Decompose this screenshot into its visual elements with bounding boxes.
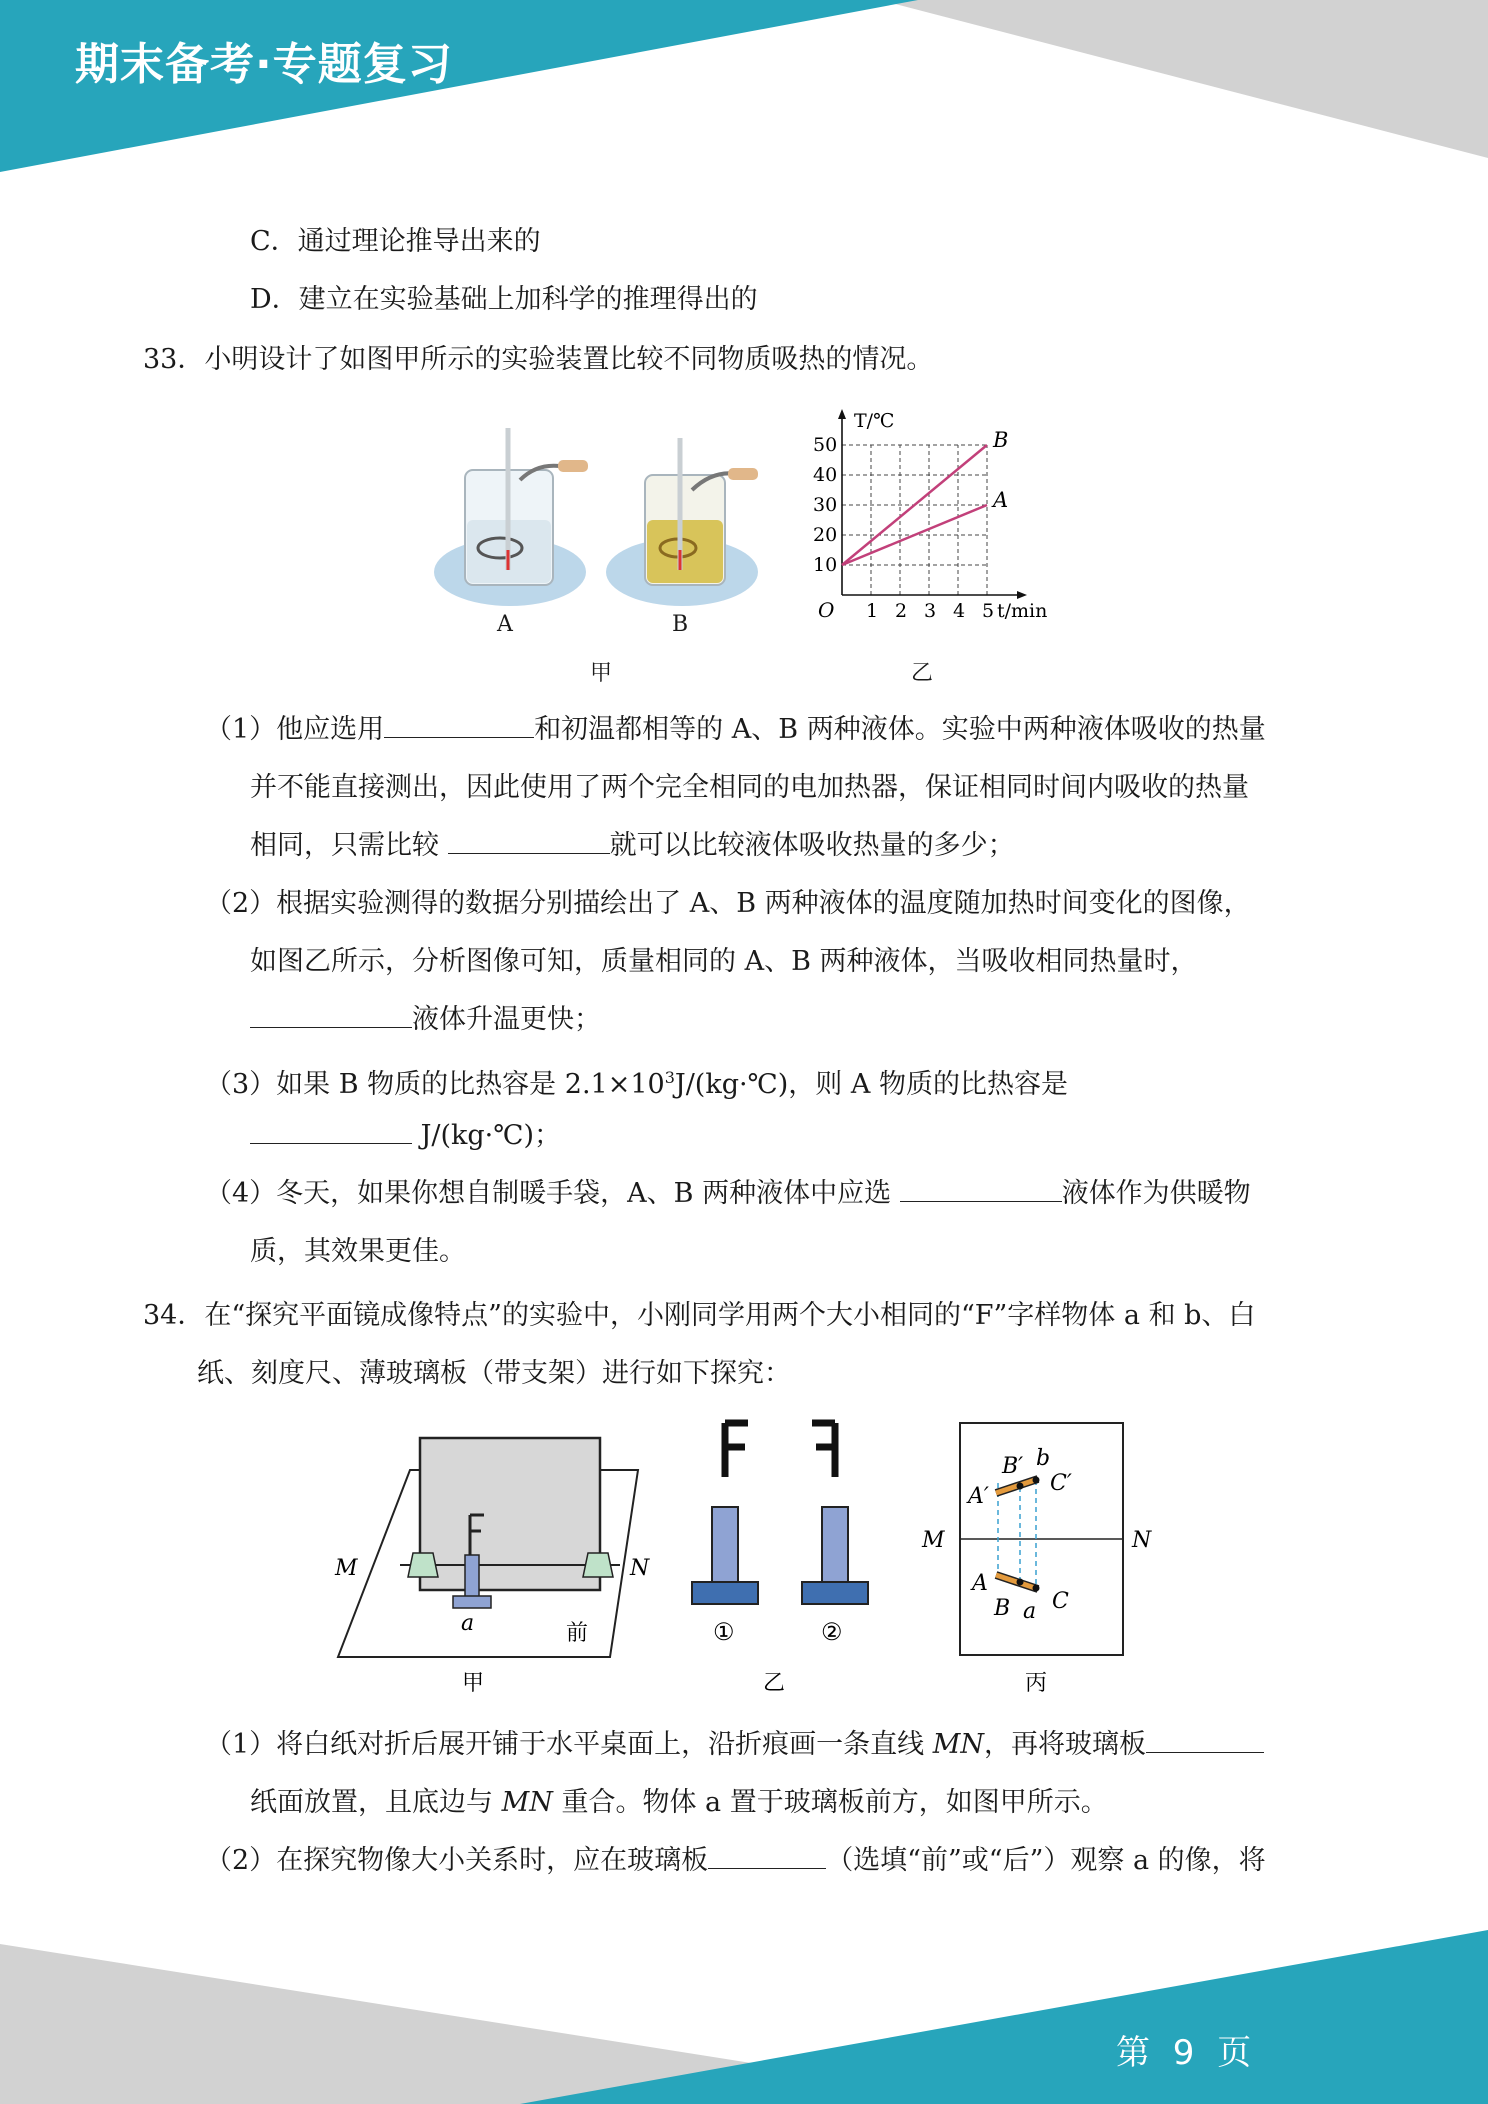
q33-p2-line2: 如图乙所示，分析图像可知，质量相同的 A、B 两种液体，当吸收相同热量时，: [250, 946, 1198, 977]
series-label-b: B: [993, 428, 1009, 452]
bing-a: A: [972, 1571, 988, 1596]
x-tick-label: 1: [866, 600, 879, 622]
q33-p1-line3: 相同，只需比较 就可以比较液体吸收热量的多少；: [250, 826, 1015, 866]
blank-3[interactable]: [250, 1001, 412, 1028]
bing-a-prime: A′: [968, 1484, 989, 1509]
q33-p3-line2: J/(kg·℃)；: [250, 1116, 561, 1156]
x-tick-label: 3: [924, 600, 937, 622]
bing-b: b: [1036, 1446, 1051, 1471]
beaker-b-label: B: [672, 612, 689, 637]
y-tick-label: 10: [813, 554, 838, 576]
bing-caption: 丙: [1025, 1671, 1048, 1695]
x-arrow: [1017, 591, 1027, 599]
q34-p1-line2: 纸面放置，且底边与 MN 重合。物体 a 置于玻璃板前方，如图甲所示。: [250, 1787, 1108, 1818]
origin-label: O: [818, 598, 835, 622]
q33-p3-line1: （3）如果 B 物质的比热容是 $2.1\times 10^3J/(kg\cdot℃)$，则 A 物质的比热容是: [205, 1068, 1068, 1100]
blank-1[interactable]: [384, 711, 534, 738]
blank-6[interactable]: [1146, 1726, 1264, 1753]
bing-c: C: [1052, 1589, 1069, 1614]
q34-p1-line1: （1）将白纸对折后展开铺于水平桌面上，沿折痕画一条直线 MN，再将玻璃板: [205, 1725, 1264, 1765]
jia-front-label: 前: [566, 1621, 589, 1646]
y-tick-label: 20: [813, 524, 838, 546]
q34-stem-line2: 纸、刻度尺、薄玻璃板（带支架）进行如下探究：: [197, 1358, 791, 1389]
q33-p2-line1: （2）根据实验测得的数据分别描绘出了 A、B 两种液体的温度随加热时间变化的图像，: [205, 888, 1251, 919]
fig-bing: [921, 1423, 1152, 1695]
series-label-a: A: [993, 488, 1009, 512]
q33-p1-line2: 并不能直接测出，因此使用了两个完全相同的电加热器，保证相同时间内吸收的热量: [250, 772, 1249, 803]
yi-one: ①: [713, 1618, 735, 1646]
blank-4[interactable]: [250, 1117, 412, 1144]
bing-b-lower: B: [994, 1596, 1011, 1621]
y-tick-label: 50: [813, 434, 838, 456]
header-title: 期末备考·专题复习: [75, 39, 453, 90]
fig-yi-caption: 乙: [911, 661, 934, 686]
page-number: 第 9 页: [1116, 2033, 1258, 2073]
q34-stem-line1: 34．在“探究平面镜成像特点”的实验中，小刚同学用两个大小相同的“F”字样物体 a 和 b、白: [143, 1300, 1256, 1331]
y-arrow: [838, 409, 846, 419]
beaker-figure: [430, 420, 790, 640]
mirror-figures: [320, 1415, 1160, 1695]
fig-jia: [334, 1438, 650, 1695]
x-tick-label: 2: [895, 600, 908, 622]
bing-a-lower: a: [1023, 1599, 1037, 1624]
option-d: D．建立在实验基础上加科学的推理得出的: [250, 284, 758, 315]
beaker-a: [434, 428, 588, 606]
blank-5[interactable]: [900, 1175, 1062, 1202]
yi-two: ②: [821, 1618, 843, 1646]
y-tick-label: 40: [813, 464, 838, 486]
blank-2[interactable]: [448, 827, 610, 854]
option-c: C．通过理论推导出来的: [250, 226, 541, 257]
y-axis-label: T/℃: [854, 410, 895, 432]
jia-m-label: M: [335, 1556, 358, 1581]
temperature-chart: [800, 395, 1070, 635]
fig-jia-caption: 甲: [590, 661, 613, 686]
bing-b-prime: B′: [1002, 1454, 1024, 1479]
x-tick-label: 4: [953, 600, 966, 622]
q33-p2-line3: 液体升温更快；: [250, 1000, 601, 1040]
fig-yi: [692, 1423, 868, 1695]
q34-p2-line1: （2）在探究物像大小关系时，应在玻璃板 （选填“前”或“后”）观察 a 的像，将: [205, 1841, 1266, 1881]
beaker-b: [606, 438, 758, 606]
x-axis-label: t/min: [997, 600, 1048, 622]
bing-c-prime: C′: [1050, 1471, 1072, 1496]
q33-p4-line2: 质，其效果更佳。: [250, 1236, 466, 1267]
bing-n-label: N: [1132, 1528, 1152, 1553]
blank-7[interactable]: [708, 1842, 826, 1869]
bing-m-label: M: [922, 1528, 945, 1553]
q33-p4-line1: （4）冬天，如果你想自制暖手袋，A、B 两种液体中应选 液体作为供暖物: [205, 1174, 1251, 1214]
y-tick-label: 30: [813, 494, 838, 516]
q33-p1-line1: （1）他应选用 和初温都相等的 A、B 两种液体。实验中两种液体吸收的热量: [205, 710, 1266, 750]
jia-n-label: N: [630, 1556, 650, 1581]
yi-caption: 乙: [763, 1671, 786, 1695]
jia-caption: 甲: [462, 1671, 485, 1695]
jia-a-label: a: [461, 1611, 475, 1636]
x-tick-label: 5: [982, 600, 995, 622]
q33-stem: 33．小明设计了如图甲所示的实验装置比较不同物质吸热的情况。: [143, 344, 934, 375]
beaker-a-label: A: [497, 612, 513, 637]
footer-banner: [0, 1930, 1488, 2104]
